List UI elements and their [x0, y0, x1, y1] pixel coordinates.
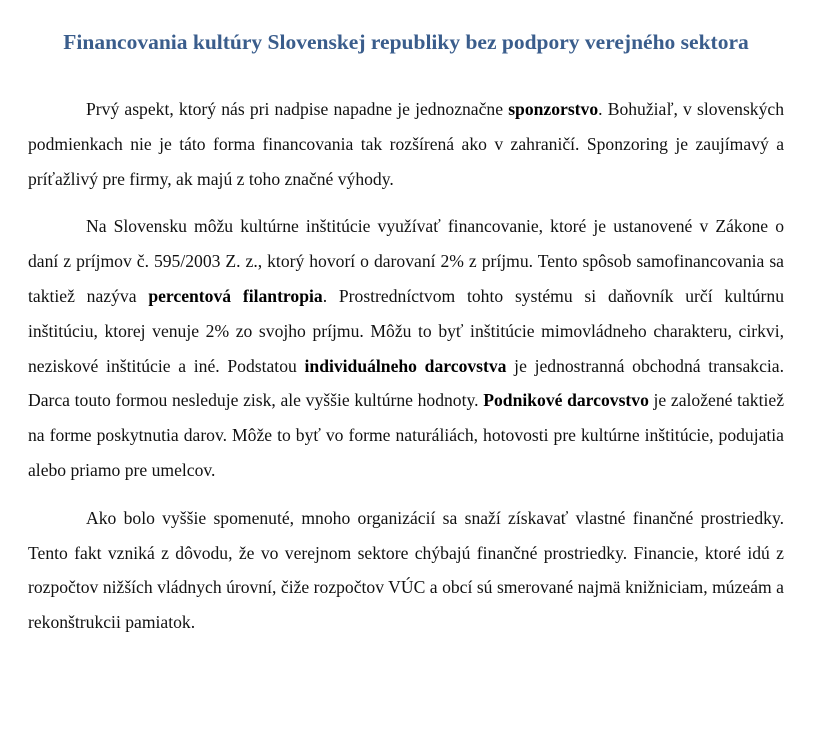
- paragraph-1-text: Prvý aspekt, ktorý nás pri nadpise napadne je jednoznačne: [86, 99, 509, 119]
- paragraph-3: [28, 501, 784, 640]
- term-percentova-filantropia: percentová filantropia: [148, 285, 323, 306]
- paragraph-2-text: Na Slovensku môžu kultúrne inštitúcie využívať financovanie, ktoré je ustanovené v Zákone o daní z príjmov č. 595/2003 Z. z., ktorý hovorí o darovaní 2% z príjmu. Tento spôsob samofinancovania sa taktiež nazýva: [28, 216, 784, 306]
- document-title: Financovania kultúry Slovenskej republiky bez podpory verejného sektora: [63, 30, 749, 54]
- document-page: [28, 0, 784, 640]
- paragraph-2-text: je jednostranná obchodná transakcia. Darca touto formou nesleduje zisk, ale vyššie kultúrne hodnoty.: [28, 355, 785, 411]
- term-sponzorstvo: sponzorstvo: [508, 99, 599, 119]
- term-individualneho-darcovstva: individuálneho darcovstva: [304, 355, 507, 376]
- paragraph-1: [28, 92, 784, 196]
- paragraph-3-text: Ako bolo vyššie spomenuté, mnoho organizácií sa snaží získavať vlastné finančné prostriedky. Tento fakt vzniká z dôvodu, že vo verejnom sektore chýbajú finančné prostriedky. Financie, ktoré idú z rozpočtov nižších vládnych úrovní, čiže rozpočtov VÚC a obcí sú smerované najmä knižniciam, múzeám a rekonštrukcii pamiatok.: [28, 507, 784, 633]
- term-podnikove-darcovstvo: Podnikové darcovstvo: [483, 390, 649, 411]
- paragraph-2-text: je založené taktiež na forme poskytnutia darov. Môže to byť vo forme naturáliách, hotovosti pre kultúrne inštitúcie, podujatia alebo priamo pre umelcov.: [28, 390, 785, 480]
- paragraph-2: [28, 209, 784, 487]
- paragraph-2-text: . Prostredníctvom tohto systému si daňovník určí kultúrnu inštitúciu, ktorej venuje 2% zo svojho príjmu. Môžu to byť inštitúcie mimovládneho charakteru, cirkvi, neziskové inštitúcie a iné. Podstatou: [28, 285, 784, 376]
- paragraph-1-text: . Bohužiaľ, v slovenských podmienkach nie je táto forma financovania tak rozšírená ako v zahraničí. Sponzoring je zaujímavý a príťažlivý pre firmy, ak majú z toho značné výhody.: [28, 99, 784, 189]
